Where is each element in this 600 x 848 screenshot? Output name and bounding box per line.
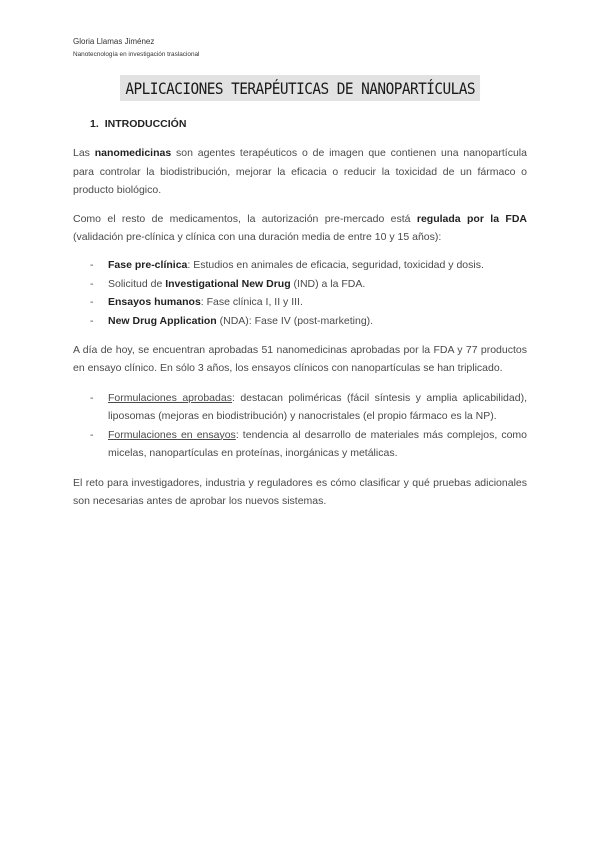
list-item: [73, 293, 527, 311]
section-title: INTRODUCCIÓN: [104, 118, 187, 130]
text-run: : Fase clínica I, II y III.: [200, 296, 303, 309]
document-body: [73, 115, 527, 510]
text-run: son agentes terapéuticos o de imagen que contienen una nanopartícula para controlar la biodistribución, mejorar la eficacia o reducir la toxicidad de un fármaco o producto biológico.: [73, 147, 527, 197]
bold-term: nanomedicinas: [94, 147, 172, 160]
list-item: [73, 275, 527, 293]
list-item: [73, 256, 527, 274]
bold-term: regulada por la FDA: [416, 212, 527, 225]
paragraph-challenge: El reto para investigadores, industria y reguladores es cómo clasificar y qué pruebas adicionales son necesarias antes de aprobar los nuevos sistemas.: [73, 476, 527, 507]
title-wrapper: [0, 75, 600, 101]
text-run: Las: [73, 147, 95, 160]
bold-term: Fase pre-clínica: [108, 259, 188, 272]
bold-term: Investigational New Drug: [165, 277, 291, 290]
page-title: APLICACIONES TERAPÉUTICAS DE NANOPARTÍCULAS: [120, 75, 480, 101]
page-header: [73, 36, 199, 61]
paragraph-intro: [73, 144, 527, 199]
text-run: Solicitud de: [108, 277, 166, 290]
text-run: (IND) a la FDA.: [290, 277, 366, 290]
underlined-term: Formulaciones aprobadas: [108, 391, 232, 404]
bold-term: Ensayos humanos: [108, 296, 201, 309]
text-run: Como el resto de medicamentos, la autorización pre-mercado está: [73, 212, 417, 225]
list-dash: -: [90, 259, 94, 272]
formulations-list: [73, 389, 527, 463]
list-item: [73, 426, 527, 463]
author-name: Gloria Llamas Jiménez: [73, 37, 155, 46]
paragraph-regulation: [73, 210, 527, 247]
list-dash: -: [90, 296, 94, 309]
text-run: : tendencia al desarrollo de materiales más complejos, como micelas, nanopartículas en proteínas, inorgánicas y metálicas.: [108, 428, 527, 460]
list-item: [73, 389, 527, 426]
list-dash: -: [90, 314, 94, 327]
text-run: : Estudios en animales de eficacia, seguridad, toxicidad y dosis.: [187, 259, 484, 272]
section-heading: [73, 115, 527, 133]
document-subtitle: Nanotecnología en investigación traslacional: [73, 51, 200, 58]
text-run: (NDA): Fase IV (post-marketing).: [216, 314, 374, 327]
list-dash: -: [90, 391, 94, 404]
underlined-term: Formulaciones en ensayos: [108, 428, 236, 441]
bold-term: New Drug Application: [108, 314, 217, 327]
list-dash: -: [90, 277, 94, 290]
list-dash: -: [90, 428, 94, 441]
text-run: (validación pre-clínica y clínica con una duración media de entre 10 y 15 años):: [73, 231, 442, 244]
list-item: [73, 312, 527, 330]
approval-phases-list: [73, 256, 527, 330]
text-run: : destacan poliméricas (fácil síntesis y amplia aplicabilidad), liposomas (mejoras en biodistribución) y nanocristales (el propio fármaco es la NP).: [108, 391, 527, 423]
section-number: 1.: [90, 118, 99, 130]
paragraph-statistics: A día de hoy, se encuentran aprobadas 51 nanomedicinas aprobadas por la FDA y 77 productos en ensayo clínico. En sólo 3 años, los ensayos clínicos con nanopartículas se han triplicado.: [73, 344, 527, 375]
